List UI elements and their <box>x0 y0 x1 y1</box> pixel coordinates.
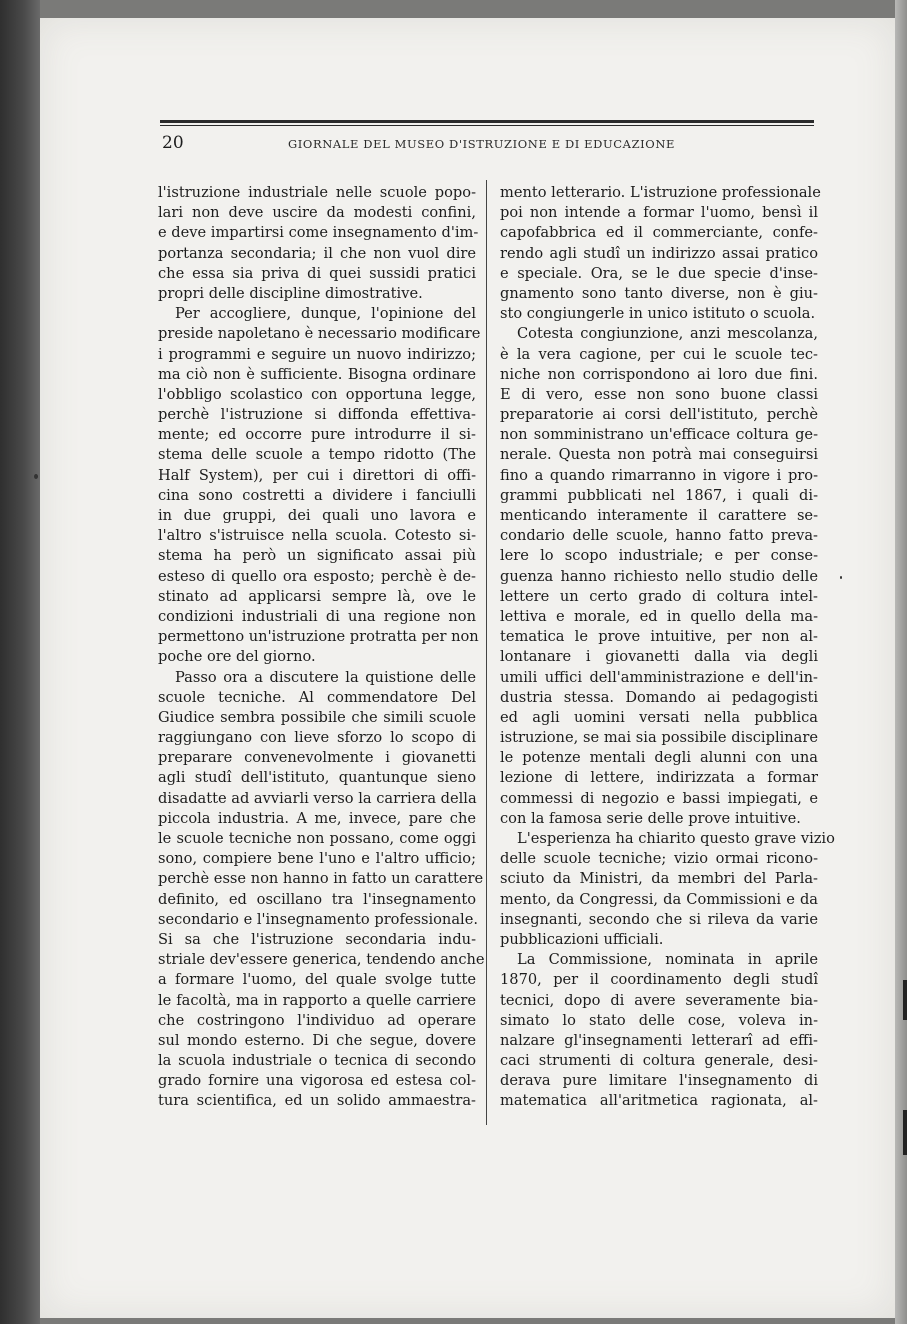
text-line: niche non corrispondono ai loro due fini. <box>500 365 818 383</box>
text-line: striale dev'essere generica, tendendo anche <box>158 951 485 969</box>
text-line: Giudice sembra possibile che simili scuole <box>158 708 476 726</box>
text-line: nerale. Questa non potrà mai conseguirsi <box>500 446 818 464</box>
page-number: 20 <box>162 133 184 153</box>
left-text-column <box>158 183 485 1112</box>
text-line: preside napoletano è necessario modificare <box>158 325 481 343</box>
text-line: fino a quando rimarranno in vigore i pro- <box>500 466 818 484</box>
edge-tab-mark <box>903 980 907 1020</box>
text-line: Per accogliere, dunque, l'opinione del <box>175 305 476 323</box>
text-line: tura scientifica, ed un solido ammaestra- <box>158 1092 476 1110</box>
right-text-column <box>500 183 835 1112</box>
text-line: Half System), per cui i direttori di offi- <box>158 466 476 484</box>
text-line: L'esperienza ha chiarito questo grave vizio <box>517 830 835 847</box>
text-line: Si sa che l'istruzione secondaria indu- <box>158 930 476 948</box>
text-line: tematica le prove intuitive, per non al- <box>500 628 818 646</box>
text-line: ma ciò non è sufficiente. Bisogna ordinare <box>158 365 476 383</box>
text-line: secondario e l'insegnamento professionale. <box>158 910 478 928</box>
text-line: capofabbrica ed il commerciante, confe- <box>500 224 818 242</box>
text-line: piccola industria. A me, invece, pare che <box>158 809 476 827</box>
text-line: definito, ed oscillano tra l'insegnamento <box>158 890 476 908</box>
text-line: poche ore del giorno. <box>158 648 316 666</box>
text-line: le potenze mentali degli alunni con una <box>500 749 818 767</box>
text-line: mento, da Congressi, da Commissioni e da <box>500 890 818 908</box>
text-line: insegnanti, secondo che si rileva da varie <box>500 910 818 928</box>
text-line: propri delle discipline dimostrative. <box>158 284 423 302</box>
text-line: mente; ed occorre pure introdurre il si- <box>158 426 476 444</box>
text-line: lari non deve uscire da modesti confini, <box>158 204 476 222</box>
text-line: l'altro s'istruisce nella scuola. Cotesto si- <box>158 527 476 545</box>
text-line: caci strumenti di coltura generale, desi- <box>500 1052 818 1070</box>
text-line: permettono un'istruzione protratta per non <box>158 628 479 646</box>
text-line: lezione di lettere, indirizzata a formar <box>500 769 818 787</box>
text-line: mento letterario. L'istruzione professionale <box>500 184 821 201</box>
text-line: che essa sia priva di quei sussidi pratici <box>158 264 476 282</box>
text-line: che costringono l'individuo ad operare <box>158 1011 476 1029</box>
text-line: poi non intende a formar l'uomo, bensì il <box>500 204 818 222</box>
text-line: lettiva e morale, ed in quello della ma- <box>500 607 818 625</box>
scan-left-edge <box>0 0 40 1324</box>
text-line: rendo agli studî un indirizzo assai pratico <box>500 244 818 262</box>
text-line: i programmi e seguire un nuovo indirizzo; <box>158 345 476 363</box>
edge-tab-mark <box>903 1110 907 1155</box>
text-line: stema ha però un significato assai più <box>158 547 476 565</box>
text-line: portanza secondaria; il che non vuol dire <box>158 244 476 262</box>
text-line: a formare l'uomo, del quale svolge tutte <box>158 971 476 989</box>
text-line: condizioni industriali di una regione non <box>158 607 476 625</box>
running-title: GIORNALE DEL MUSEO D'ISTRUZIONE E DI EDUCAZIONE <box>288 137 675 151</box>
text-line: simato lo stato delle cose, voleva in- <box>500 1011 818 1029</box>
text-line: l'obbligo scolastico con opportuna legge, <box>158 385 476 403</box>
text-line: disadatte ad avviarli verso la carriera della <box>158 789 477 807</box>
text-line: la scuola industriale o tecnica di secondo <box>158 1052 476 1070</box>
text-line: tecnici, dopo di avere severamente bia- <box>500 991 818 1009</box>
header-rule-thin <box>160 125 814 126</box>
header-rule-thick <box>160 120 814 123</box>
text-line: Passo ora a discutere la quistione delle <box>175 668 476 686</box>
text-line: cina sono costretti a dividere i fanciulli <box>158 486 476 504</box>
text-line: ed agli uomini versati nella pubblica <box>500 708 818 726</box>
text-line: agli studî dell'istituto, quantunque sieno <box>158 769 476 787</box>
text-line: sciuto da Ministri, da membri del Parla- <box>500 870 818 888</box>
text-line: scuole tecniche. Al commendatore Del <box>158 688 476 706</box>
text-line: nalzare gl'insegnamenti letterarî ad effi- <box>500 1031 818 1049</box>
text-line: sul mondo esterno. Di che segue, dovere <box>158 1031 476 1049</box>
text-line: lere lo scopo industriale; e per conse- <box>500 547 818 565</box>
text-line: e speciale. Ora, se le due specie d'inse- <box>500 264 818 282</box>
text-line: grammi pubblicati nel 1867, i quali di- <box>500 486 818 504</box>
text-line: umili uffici dell'amministrazione e dell'in- <box>500 668 818 686</box>
text-line: non somministrano un'efficace coltura ge- <box>500 426 818 444</box>
text-line: perchè l'istruzione si diffonda effettiva- <box>158 406 476 424</box>
text-line: le scuole tecniche non possano, come oggi <box>158 830 476 847</box>
text-line: preparare convenevolmente i giovanetti <box>158 749 476 767</box>
text-line: pubblicazioni ufficiali. <box>500 930 664 948</box>
text-line: e deve impartirsi come insegnamento d'im- <box>158 224 479 242</box>
text-line: sono, compiere bene l'uno e l'altro ufficio; <box>158 850 476 868</box>
text-line: derava pure limitare l'insegnamento di <box>500 1072 818 1090</box>
text-line: gnamento sono tanto diverse, non è giu- <box>500 284 818 302</box>
text-line: commessi di negozio e bassi impiegati, e <box>500 789 818 807</box>
text-line: delle scuole tecniche; vizio ormai ricono- <box>500 850 818 868</box>
text-line: preparatorie ai corsi dell'istituto, perchè <box>500 406 818 424</box>
text-line: 1870, per il coordinamento degli studî <box>500 971 818 989</box>
text-line: condario delle scuole, hanno fatto preva- <box>500 527 818 545</box>
margin-speck <box>34 474 38 479</box>
text-line: E di vero, esse non sono buone classi <box>500 385 818 403</box>
text-line: le facoltà, ma in rapporto a quelle carriere <box>158 991 476 1009</box>
text-line: Cotesta congiunzione, anzi mescolanza, <box>517 325 818 343</box>
text-line: perchè esse non hanno in fatto un carattere <box>158 870 484 888</box>
text-line: dustria stessa. Domando ai pedagogisti <box>500 688 818 706</box>
text-line: sto congiungerle in unico istituto o scuola. <box>500 305 816 323</box>
text-line: con la famosa serie delle prove intuitive. <box>500 809 801 827</box>
text-line: stinato ad applicarsi sempre là, ove le <box>158 587 476 605</box>
text-line: è la vera cagione, per cui le scuole tec- <box>500 345 818 363</box>
text-line: l'istruzione industriale nelle scuole popo- <box>158 184 476 201</box>
text-line: esteso di quello ora esposto; perchè è de- <box>158 567 476 585</box>
text-line: matematica all'aritmetica ragionata, al- <box>500 1092 818 1110</box>
text-line: menticando interamente il carattere se- <box>500 507 818 524</box>
text-line: lettere un certo grado di coltura intel- <box>500 587 818 605</box>
text-line: in due gruppi, dei quali uno lavora e <box>158 507 476 524</box>
text-line: La Commissione, nominata in aprile <box>517 951 818 969</box>
text-line: raggiungano con lieve sforzo lo scopo di <box>158 729 476 747</box>
text-line: lontanare i giovanetti dalla via degli <box>500 648 818 666</box>
margin-speck <box>840 576 842 579</box>
text-line: istruzione, se mai sia possibile disciplinare <box>500 729 818 747</box>
column-divider <box>486 180 487 1125</box>
text-line: grado fornire una vigorosa ed estesa col- <box>158 1072 476 1090</box>
text-line: stema delle scuole a tempo ridotto (The <box>158 446 476 464</box>
text-line: guenza hanno richiesto nello studio delle <box>500 567 818 585</box>
